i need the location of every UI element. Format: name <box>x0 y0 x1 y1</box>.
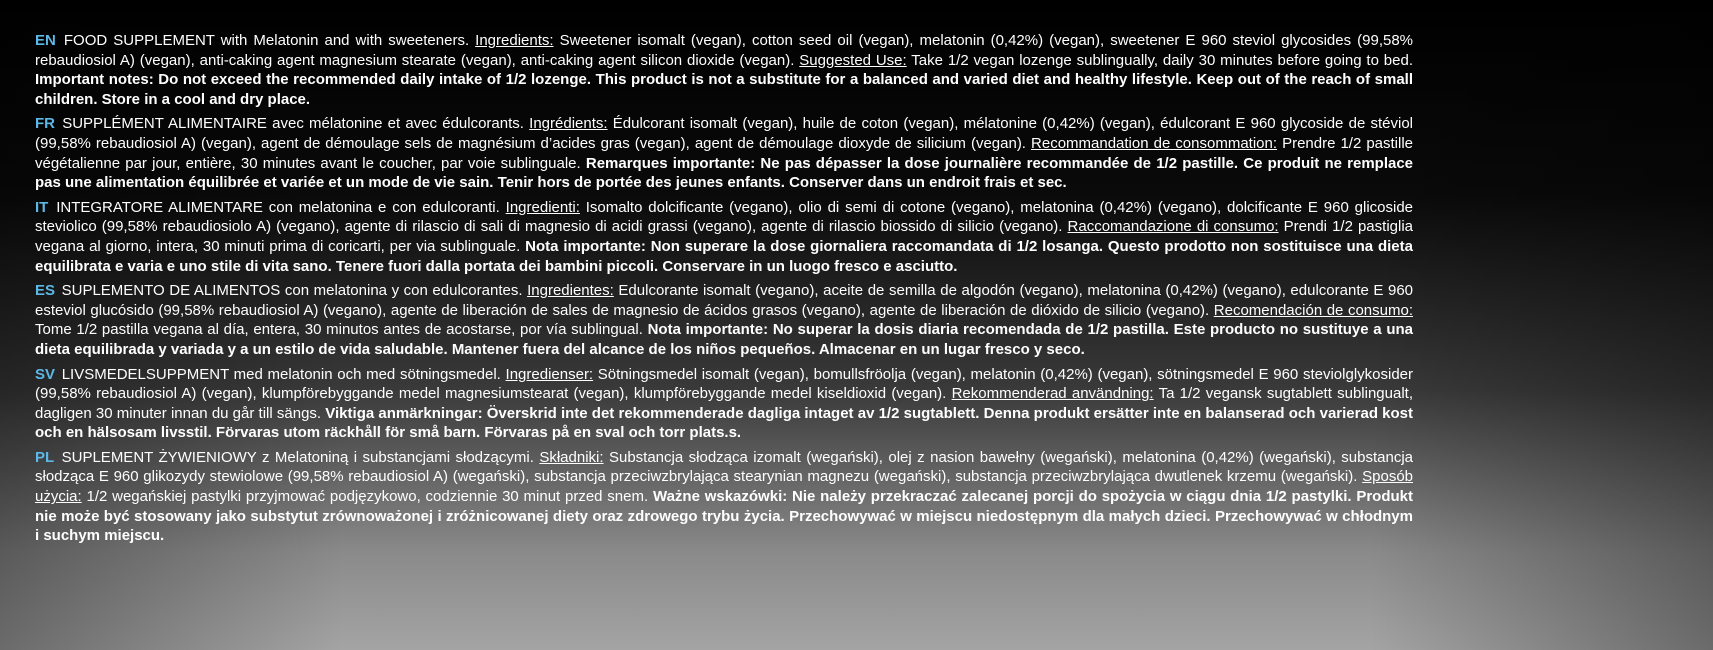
usage-text: Ta 1/2 vegansk sugtablett sublingualt, dagligen 30 minuter innan du går till sängs. <box>35 385 1413 422</box>
product-intro: SUPPLÉMENT ALIMENTAIRE avec mélatonine et avec édulcorants. <box>62 115 524 133</box>
usage-label: Recomendación de consumo: <box>1213 301 1413 319</box>
ingredients-label: Ingredientes: <box>527 282 614 300</box>
usage-label: Rekommenderad användning: <box>951 385 1154 403</box>
ingredients-text: Édulcorant isomalt (vegan), huile de coton (vegan), mélatonine (0,42%) (vegan), édulcorant E 960 glycoside de stéviol (99,58% rebaudiosiol A) (vegan), agent de démoulage sels de magnésium d’acides gras (vegan), agent de démoulage dioxyde de silicium (vegan). <box>35 115 1414 152</box>
ingredients-text: Isomalto dolcificante (vegano), olio di semi di cotone (vegano), melatonina (0,42%) (vegano), dolcificante E 960 glicoside steviolico (99,58% rebaudiosiolo A) (vegano), agente di rilascio di sali di magnesio di acidi grassi (vegano), agente di rilascio biossido di silicio (vegano). <box>35 198 1414 236</box>
language-block-it <box>35 198 1413 276</box>
usage-text: 1/2 wegańskiej pastylki przyjmować podjęzykowo, codziennie 30 minut przed snem. <box>86 488 649 506</box>
ingredients-text: Edulcorante isomalt (vegano), aceite de semilla de algodón (vegano), melatonina (0,42%) (vegano), edulcorante E 960 esteviol glucósido (99,58% rebaudiosiol A) (vegano), agente de liberación de sales de magnesio de ácidos grasos (vegano), agente de liberación de dióxido de silicio (vegano). <box>35 282 1414 319</box>
usage-text: Prendre 1/2 pastille végétalienne par jour, entière, 30 minutes avant le coucher, par voie sublinguale. <box>35 134 1414 172</box>
usage-label: Raccomandazione di consumo: <box>1067 218 1279 236</box>
language-block-en <box>35 31 1413 109</box>
language-code-pl: PL <box>35 448 55 466</box>
ingredients-text: Sötningsmedel isomalt (vegan), bomullsfröolja (vegan), melatonin (0,42%) (vegan), sötningsmedel E 960 steviolglykosider (99,58% rebaudiosiol A) (vegan), klumpförebyggande medel magnesiumstearat (vegan), klumpförebyggande medel kiseldioxid (vegan). <box>35 365 1414 403</box>
product-intro: SUPLEMENT ŻYWIENIOWY z Melatoniną i substancjami słodzącymi. <box>61 448 534 466</box>
usage-label: Recommandation de consommation: <box>1031 134 1278 152</box>
important-notes: Nota importante: Non superare la dose giornaliera raccomandata di 1/2 losanga. Questo prodotto non sostituisce una dieta equilibrata e varia e uno stile di vita sano. Tenere fuori dalla portata dei bambini piccoli. Conservare in un luogo fresco e asciutto. <box>35 237 1413 275</box>
usage-label: Sposób użycia: <box>35 468 1413 506</box>
product-intro: INTEGRATORE ALIMENTARE con melatonina e con edulcoranti. <box>56 198 500 216</box>
language-block-sv <box>35 365 1413 443</box>
ingredients-label: Ingredienser: <box>505 365 594 383</box>
ingredients-label: Ingrédients: <box>529 115 608 133</box>
product-intro: SUPLEMENTO DE ALIMENTOS con melatonina y con edulcorantes. <box>61 282 523 300</box>
ingredients-label: Ingredienti: <box>505 198 580 216</box>
important-notes: Ważne wskazówki: Nie należy przekraczać zalecanej porcji do spożycia w ciągu dnia 1/2 pastylki. Produkt nie może być stosowany jako substytut zrównoważonej i zróżnicowanej diety oraz zdrowego trybu życia. Przechowywać w miejscu niedostępnym dla małych dzieci. Przechowywać w chłodnym i suchym miejscu. <box>35 488 1414 545</box>
language-block-es <box>35 281 1413 359</box>
language-block-pl <box>35 448 1413 546</box>
product-intro: LIVSMEDELSUPPMENT med melatonin och med sötningsmedel. <box>61 365 501 383</box>
supplement-label-text <box>35 31 1413 551</box>
usage-text: Take 1/2 vegan lozenge sublingually, daily 30 minutes before going to bed. <box>911 51 1413 69</box>
important-notes: Nota importante: No superar la dosis diaria recomendada de 1/2 pastilla. Este producto no sustituye a una dieta equilibrada y variada y a un estilo de vida saludable. Mantener fuera del alcance de los niños pequeños. Almacenar en un lugar fresco y seco. <box>35 321 1413 358</box>
important-notes: Remarques importante: Ne pas dépasser la dose journalière recommandée de 1/2 pastille. Ce produit ne remplace pas une alimentation équilibrée et variée et un mode de vie sain. Tenir hors de portée des jeunes enfants. Conserver dans un endroit frais et sec. <box>35 154 1414 192</box>
ingredients-label: Składniki: <box>539 448 604 466</box>
important-notes: Viktiga anmärkningar: Överskrid inte det rekommenderade dagliga intaget av 1/2 sugtablett. Denna produkt ersätter inte en balanserad och varierad kost och en hälsosam livsstil. Förvaras utom räckhåll för små barn. Förvaras på en sval och torr plats.s. <box>35 404 1414 442</box>
ingredients-label: Ingredients: <box>475 32 554 49</box>
language-code-en: EN <box>35 32 56 49</box>
language-code-sv: SV <box>35 365 56 383</box>
important-notes: Important notes: Do not exceed the recommended daily intake of 1/2 lozenge. This product is not a substitute for a balanced and varied diet and healthy lifestyle. Keep out of the reach of small children. Store in a cool and dry place. <box>35 71 1413 108</box>
language-block-fr <box>35 114 1413 192</box>
usage-text: Prendi 1/2 pastiglia vegana al giorno, intera, 30 minuti prima di coricarti, per via sublinguale. <box>35 218 1414 255</box>
language-code-it: IT <box>35 198 49 216</box>
usage-text: Tome 1/2 pastilla vegana al día, entera, 30 minutos antes de acostarse, por vía sublingual. <box>35 321 643 339</box>
language-code-fr: FR <box>35 115 55 133</box>
usage-label: Suggested Use: <box>799 51 907 69</box>
language-code-es: ES <box>35 282 56 300</box>
ingredients-text: Sweetener isomalt (vegan), cotton seed oil (vegan), melatonin (0,42%) (vegan), sweetener E 960 steviol glycosides (99,58% rebaudiosiol A) (vegan), anti-caking agent magnesium stearate (vegan), anti-caking agent silicon dioxide (vegan). <box>35 32 1414 69</box>
product-intro: FOOD SUPPLEMENT with Melatonin and with sweeteners. <box>63 32 470 49</box>
ingredients-text: Substancja słodząca izomalt (wegański), olej z nasion bawełny (wegański), melatonina (0,42%) (wegański), substancja słodząca E 960 glikozydy stewiolowe (99,58% rebaudiosiol A) (wegański), substancja przeciwzbrylająca stearynian magnezu (wegański), substancja przeciwzbrylająca dwutlenek krzemu (wegański). <box>35 448 1414 486</box>
